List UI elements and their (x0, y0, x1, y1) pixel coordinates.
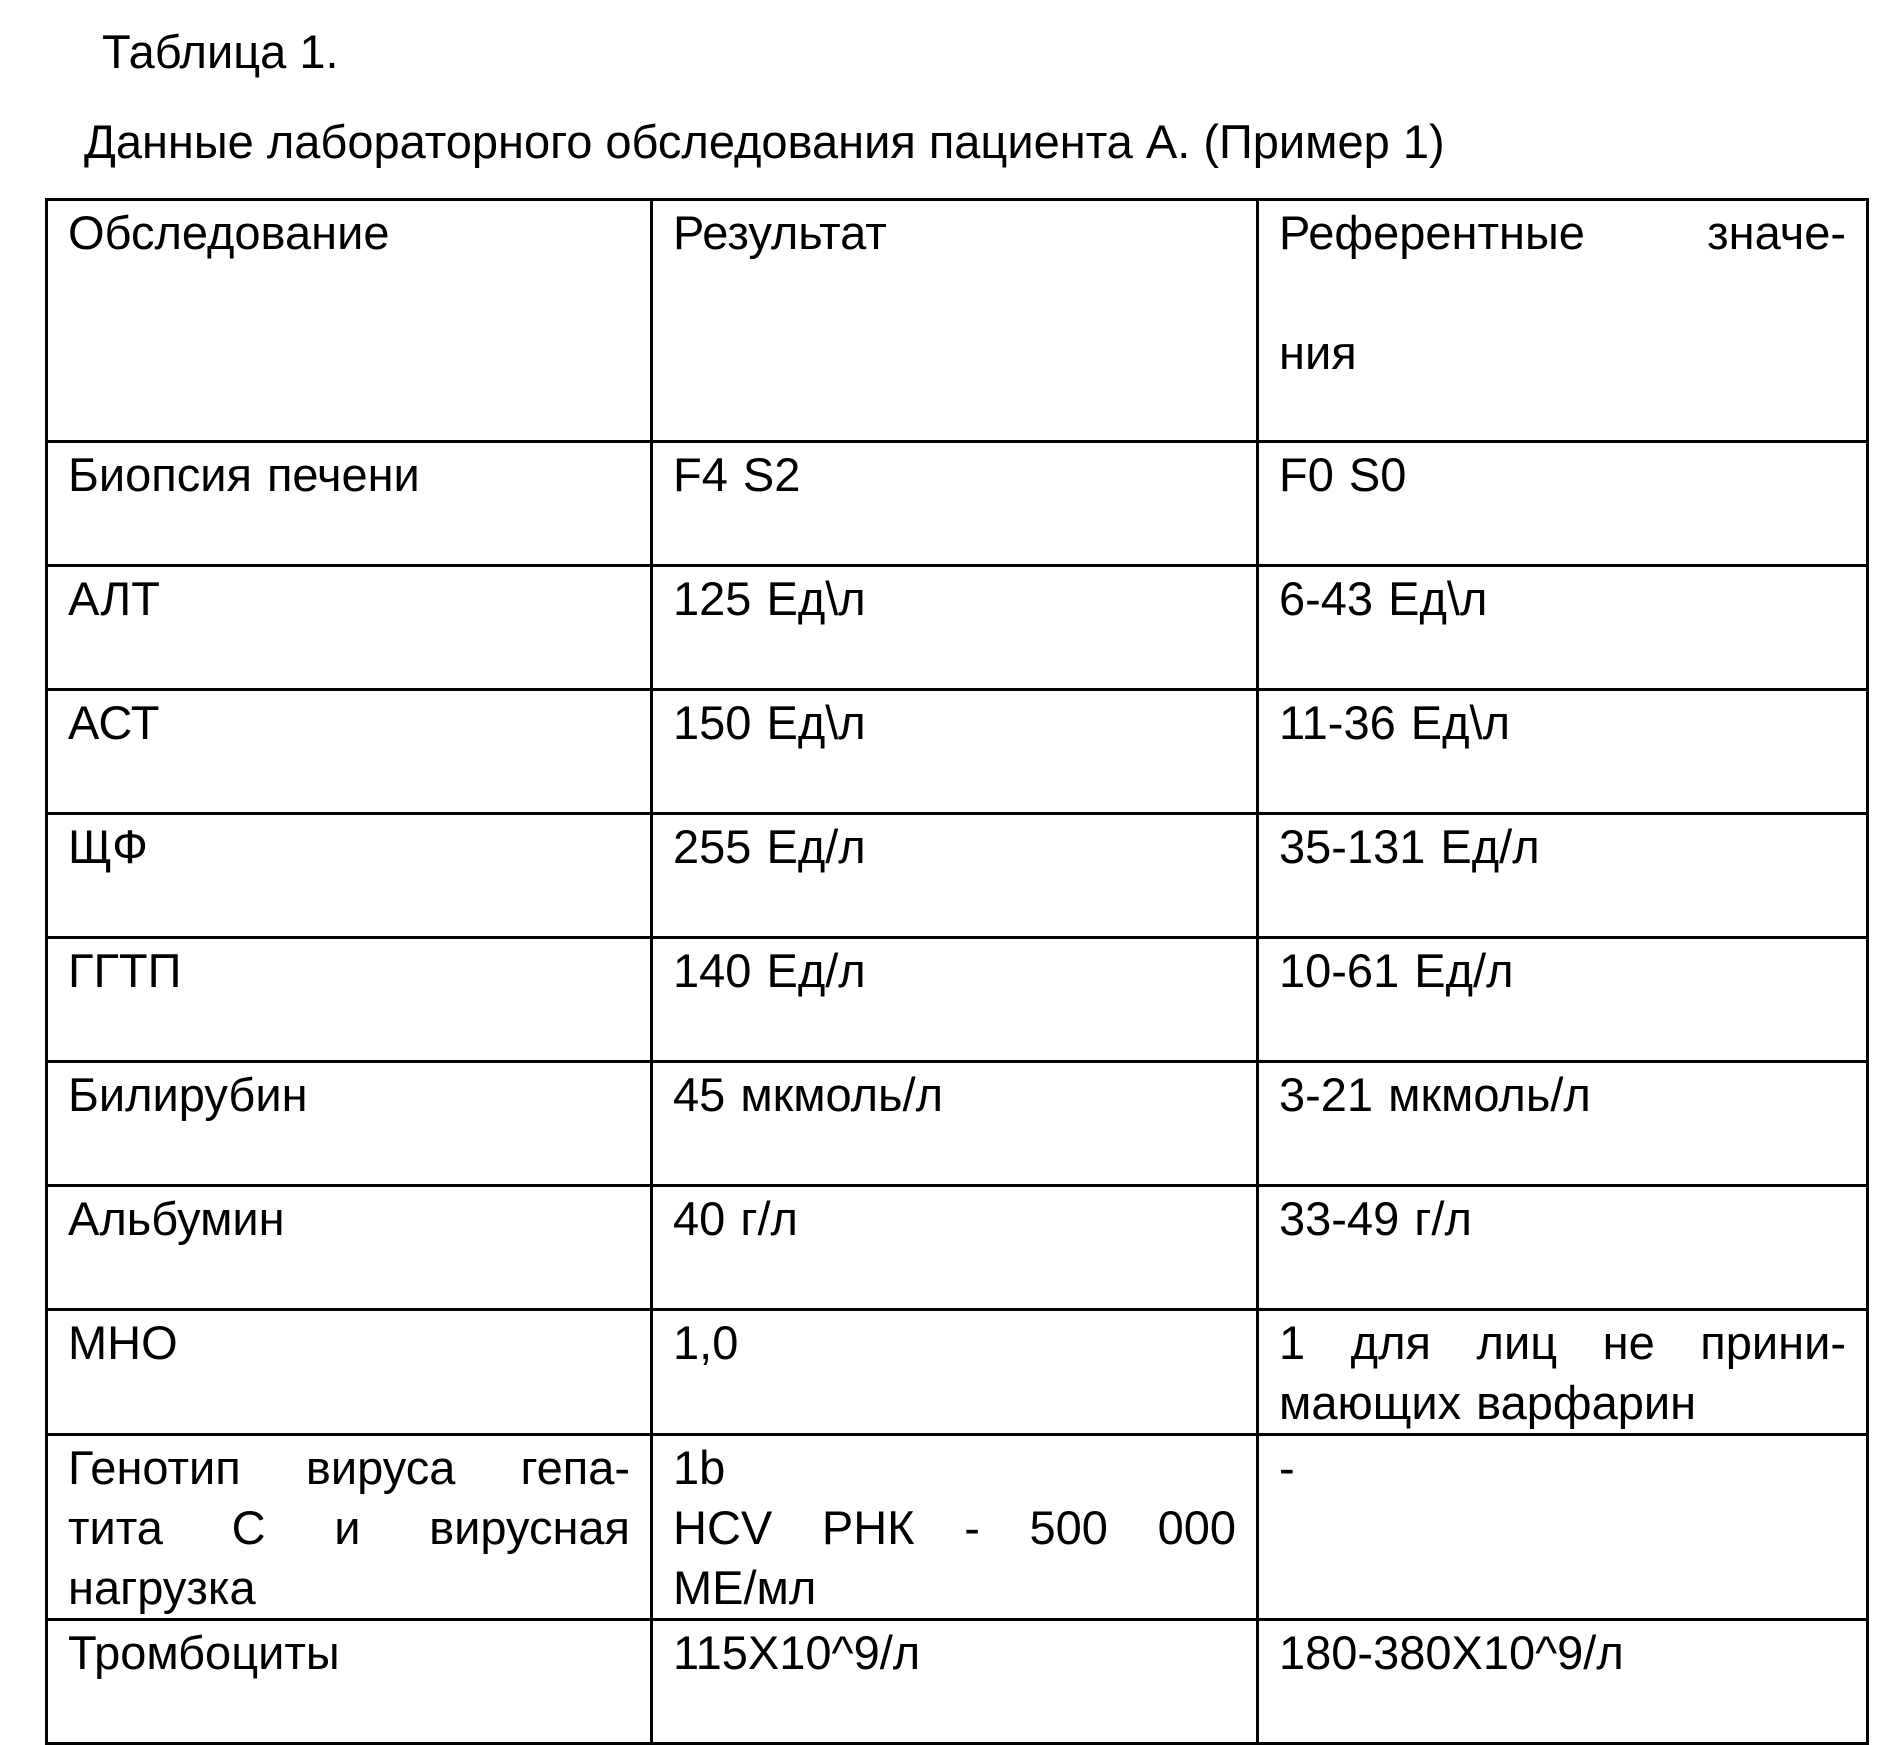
exam-cell: Альбумин (47, 1186, 652, 1310)
result-cell: 115X10^9/л (652, 1620, 1258, 1744)
exam-cell (47, 1435, 652, 1620)
exam-cell: ЩФ (47, 814, 652, 938)
reference-cell: 35-131 Ед/л (1258, 814, 1868, 938)
reference-cell (1258, 1310, 1868, 1435)
header-row (47, 200, 1868, 442)
reference-cell: 10-61 Ед/л (1258, 938, 1868, 1062)
result-cell (652, 1435, 1258, 1620)
result-line1: 1b (673, 1441, 726, 1494)
exam-line2: тита С и вирусная (68, 1501, 630, 1554)
result-cell: 125 Ед\л (652, 566, 1258, 690)
reference-cell: - (1258, 1435, 1868, 1620)
result-cell: 150 Ед\л (652, 690, 1258, 814)
table-caption: Таблица 1. (102, 25, 339, 78)
exam-cell: Биопсия печени (47, 442, 652, 566)
reference-cell: 6-43 Ед\л (1258, 566, 1868, 690)
reference-cell: 3-21 мкмоль/л (1258, 1062, 1868, 1186)
result-cell: 1,0 (652, 1310, 1258, 1435)
table-row (47, 1186, 1868, 1310)
table-row (47, 1435, 1868, 1620)
header-result: Результат (652, 200, 1258, 442)
result-cell: F4 S2 (652, 442, 1258, 566)
result-cell: 40 г/л (652, 1186, 1258, 1310)
header-reference-line2: ния (1279, 326, 1357, 379)
result-line3: МЕ/мл (673, 1561, 817, 1614)
result-line2: HCV РНК - 500 000 (673, 1501, 1236, 1554)
exam-cell: АЛТ (47, 566, 652, 690)
exam-cell: МНО (47, 1310, 652, 1435)
exam-cell: АСТ (47, 690, 652, 814)
reference-cell: 11-36 Ед\л (1258, 690, 1868, 814)
reference-cell: F0 S0 (1258, 442, 1868, 566)
header-reference-line1: Референтные значе- (1279, 206, 1846, 259)
reference-cell: 180-380X10^9/л (1258, 1620, 1868, 1744)
exam-cell: ГГТП (47, 938, 652, 1062)
table-row (47, 690, 1868, 814)
exam-line3: нагрузка (68, 1561, 256, 1614)
lab-results-table (45, 198, 1869, 1745)
table-row (47, 1062, 1868, 1186)
table-row (47, 1620, 1868, 1744)
table-title: Данные лабораторного обследования пациента А. (Пример 1) (84, 115, 1445, 168)
reference-line1: 1 для лиц не прини- (1279, 1316, 1846, 1369)
reference-cell: 33-49 г/л (1258, 1186, 1868, 1310)
result-cell: 45 мкмоль/л (652, 1062, 1258, 1186)
table-row (47, 442, 1868, 566)
exam-cell: Тромбоциты (47, 1620, 652, 1744)
exam-line1: Генотип вируса гепа- (68, 1441, 630, 1494)
reference-line2: мающих варфарин (1279, 1376, 1697, 1429)
table-row (47, 1310, 1868, 1435)
header-exam: Обследование (47, 200, 652, 442)
table-row (47, 814, 1868, 938)
result-cell: 255 Ед/л (652, 814, 1258, 938)
table-row (47, 938, 1868, 1062)
header-reference (1258, 200, 1868, 442)
exam-cell: Билирубин (47, 1062, 652, 1186)
result-cell: 140 Ед/л (652, 938, 1258, 1062)
table-row (47, 566, 1868, 690)
